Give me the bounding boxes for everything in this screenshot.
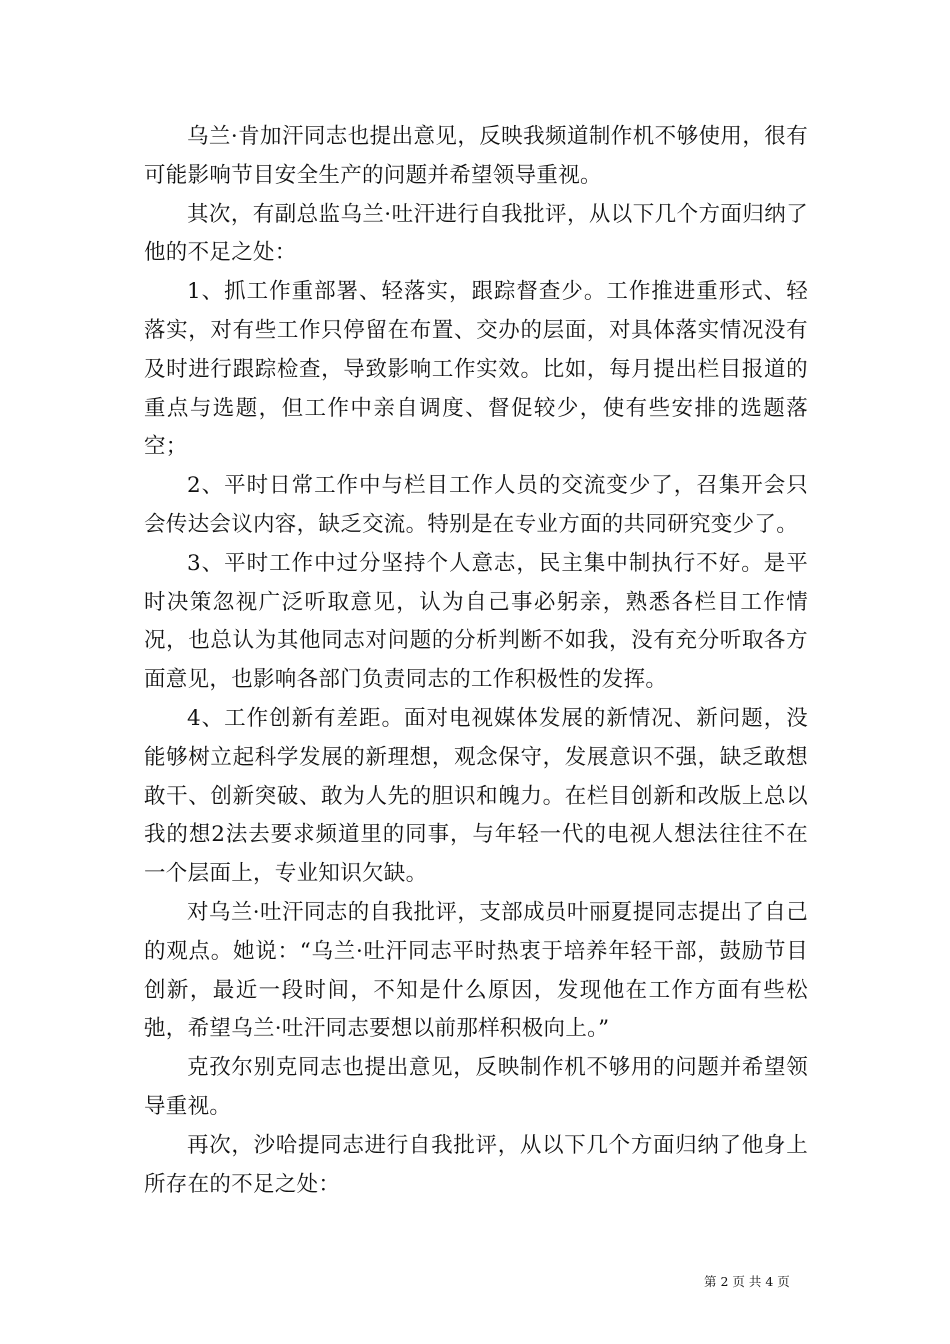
paragraph-4: 2、平时日常工作中与栏目工作人员的交流变少了，召集开会只会传达会议内容，缺乏交流。特别是在专业方面的共同研究变少了。 (144, 473, 808, 537)
paragraph-9: 再次，沙哈提同志进行自我批评，从以下几个方面归纳了他身上所存在的不足之处： (144, 1132, 808, 1197)
paragraph-7: 对乌兰·吐汗同志的自我批评，支部成员叶丽夏提同志提出了自己的观点。她说：“乌兰·吐汗同志平时热衷于培养年轻干部，鼓励节目创新，最近一段时间，不知是什么原因，发现他在工作方面有些松弛，希望乌兰·吐汗同志要想以前那样积极向上。” (144, 899, 808, 1042)
paragraph-3: 1、抓工作重部署、轻落实，跟踪督查少。工作推进重形式、轻落实，对有些工作只停留在布置、交办的层面，对具体落实情况没有及时进行跟踪检查，导致影响工作实效。比如，每月提出栏目报道的重点与选题，但工作中亲自调度、督促较少，使有些安排的选题落空； (144, 279, 808, 460)
paragraph-6: 4、工作创新有差距。面对电视媒体发展的新情况、新问题，没能够树立起科学发展的新理想，观念保守，发展意识不强，缺乏敢想敢干、创新突破、敢为人先的胆识和魄力。在栏目创新和改版上总以我的想2法去要求频道里的同事，与年轻一代的电视人想法往往不在一个层面上，专业知识欠缺。 (144, 705, 808, 887)
paragraph-1: 乌兰·肯加汗同志也提出意见，反映我频道制作机不够使用，很有可能影响节目安全生产的问题并希望领导重视。 (144, 124, 808, 188)
paragraph-5: 3、平时工作中过分坚持个人意志，民主集中制执行不好。是平时决策忽视广泛听取意见，认为自己事必躬亲，熟悉各栏目工作情况，也总认为其他同志对问题的分析判断不如我，没有充分听取各方面意见，也影响各部门负责同志的工作积极性的发挥。 (144, 550, 808, 693)
document-body (144, 118, 808, 1204)
page-number-footer: 第 2 页 共 4 页 (704, 1274, 790, 1289)
paragraph-2: 其次，有副总监乌兰·吐汗进行自我批评，从以下几个方面归纳了他的不足之处： (144, 201, 808, 266)
paragraph-8: 克孜尔别克同志也提出意见，反映制作机不够用的问题并希望领导重视。 (144, 1055, 808, 1119)
